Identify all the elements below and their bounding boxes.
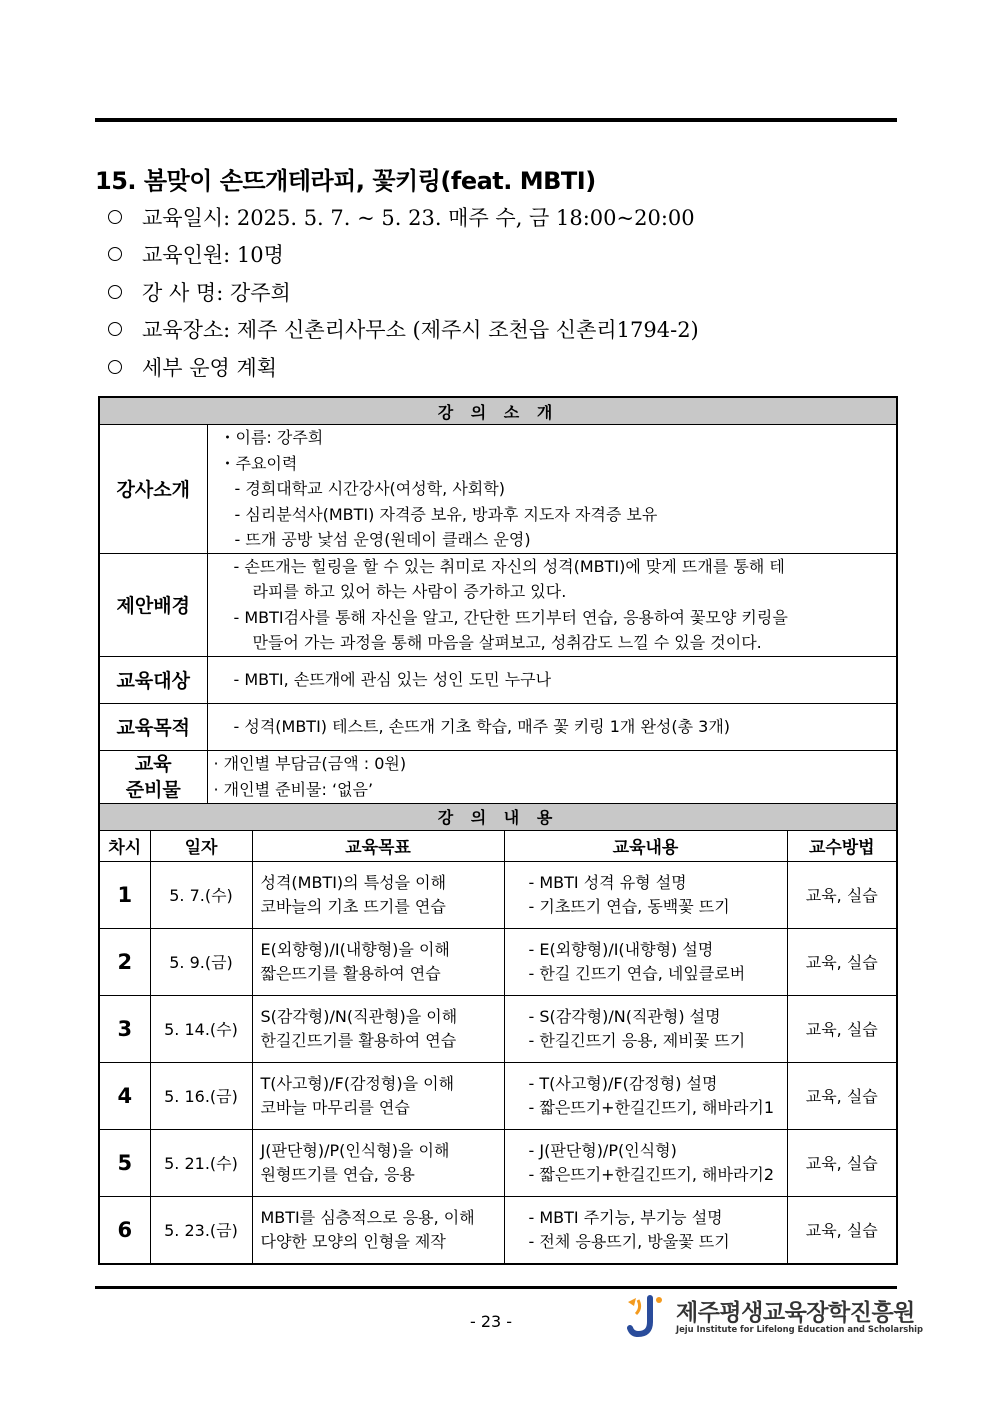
table-row: 2 5. 9.(금) E(외향형)/I(내향형)을 이해 짧은뜨기를 활용하여 연습 - E(외향형)/I(내향형) 설명 - 한길 긴뜨기 연습, 네잎클로버 교육, 실습 xyxy=(99,928,897,995)
instructor-details: ・이름: 강주희 ・주요이력 - 경희대학교 시간강사(여성학, 사회학) - 심리분석사(MBTI) 자격증 보유, 방과후 지도자 자격증 보유 - 뜨개 공방 낯섬 운영(원데이 클래스 운영) xyxy=(207,425,897,554)
background-details: - 손뜨개는 힐링을 할 수 있는 취미로 자신의 성격(MBTI)에 맞게 뜨개를 통해 테 라피를 하고 있어 하는 사람이 증가하고 있다. - MBTI검사를 통해 자신을 알고, 간단한 뜨기부터 연습, 응용하여 꽃모양 키링을 만들어 가는 과정을 통해 마음을 살펴보고, 성취감도 느낄 수 있을 것이다. xyxy=(207,553,897,656)
plan-table xyxy=(98,396,898,1265)
target-label: 교육대상 xyxy=(99,656,207,703)
overview-list xyxy=(108,198,699,386)
col-content: 교육내용 xyxy=(504,830,787,861)
circle-bullet-icon xyxy=(108,322,122,336)
intro-header: 강 의 소 개 xyxy=(99,397,897,425)
org-emblem-icon xyxy=(624,1294,668,1338)
org-logo xyxy=(624,1294,924,1338)
instructor-label: 강사소개 xyxy=(99,425,207,554)
bullet-schedule: 교육일시: 2025. 5. 7. ~ 5. 23. 매주 수, 금 18:00~20:00 xyxy=(108,198,699,236)
col-date: 일자 xyxy=(150,830,252,861)
circle-bullet-icon xyxy=(108,360,122,374)
bullet-capacity: 교육인원: 10명 xyxy=(108,236,699,274)
bottom-rule xyxy=(95,1286,897,1289)
section-title: 15. 봄맞이 손뜨개테라피, 꽃키링(feat. MBTI) xyxy=(95,167,596,195)
content-header: 강 의 내 용 xyxy=(99,803,897,830)
circle-bullet-icon xyxy=(108,247,122,261)
circle-bullet-icon xyxy=(108,210,122,224)
col-method: 교수방법 xyxy=(787,830,897,861)
bullet-plan: 세부 운영 계획 xyxy=(108,348,699,386)
supplies-label: 교육 준비물 xyxy=(99,750,207,803)
table-row: 5 5. 21.(수) J(판단형)/P(인식형)을 이해 원형뜨기를 연습, 응용 - J(판단형)/P(인식형) - 짧은뜨기+한길긴뜨기, 해바라기2 교육, 실습 xyxy=(99,1129,897,1196)
top-rule xyxy=(95,118,897,122)
col-session: 차시 xyxy=(99,830,150,861)
background-label: 제안배경 xyxy=(99,553,207,656)
org-name-en: Jeju Institute for Lifelong Education and Scholarship xyxy=(676,1324,924,1334)
purpose-text: - 성격(MBTI) 테스트, 손뜨개 기초 학습, 매주 꽃 키링 1개 완성(총 3개) xyxy=(233,716,731,736)
content-column-headers xyxy=(99,830,897,861)
table-row: 6 5. 23.(금) MBTI를 심층적으로 응용, 이해 다양한 모양의 인형을 제작 - MBTI 주기능, 부기능 설명 - 전체 응용뜨기, 방울꽃 뜨기 교육, 실습 xyxy=(99,1196,897,1264)
target-text: - MBTI, 손뜨개에 관심 있는 성인 도민 누구나 xyxy=(233,669,552,689)
col-goal: 교육목표 xyxy=(252,830,504,861)
org-name: 제주평생교육장학진흥원 xyxy=(676,1300,915,1326)
purpose-label: 교육목적 xyxy=(99,703,207,750)
bullet-instructor: 강 사 명: 강주희 xyxy=(108,273,699,311)
bullet-location: 교육장소: 제주 신촌리사무소 (제주시 조천읍 신촌리1794-2) xyxy=(108,311,699,349)
circle-bullet-icon xyxy=(108,285,122,299)
table-row: 4 5. 16.(금) T(사고형)/F(감정형)을 이해 코바늘 마무리를 연습 - T(사고형)/F(감정형) 설명 - 짧은뜨기+한길긴뜨기, 해바라기1 교육, 실습 xyxy=(99,1062,897,1129)
page-number: - 23 - xyxy=(470,1312,513,1331)
table-row: 1 5. 7.(수) 성격(MBTI)의 특성을 이해 코바늘의 기초 뜨기를 연습 - MBTI 성격 유형 설명 - 기초뜨기 연습, 동백꽃 뜨기 교육, 실습 xyxy=(99,861,897,928)
table-row: 3 5. 14.(수) S(감각형)/N(직관형)을 이해 한길긴뜨기를 활용하여 연습 - S(감각형)/N(직관형) 설명 - 한길긴뜨기 응용, 제비꽃 뜨기 교육, 실습 xyxy=(99,995,897,1062)
supplies-details: · 개인별 부담금(금액 : 0원) · 개인별 준비물: ‘없음’ xyxy=(207,750,897,803)
